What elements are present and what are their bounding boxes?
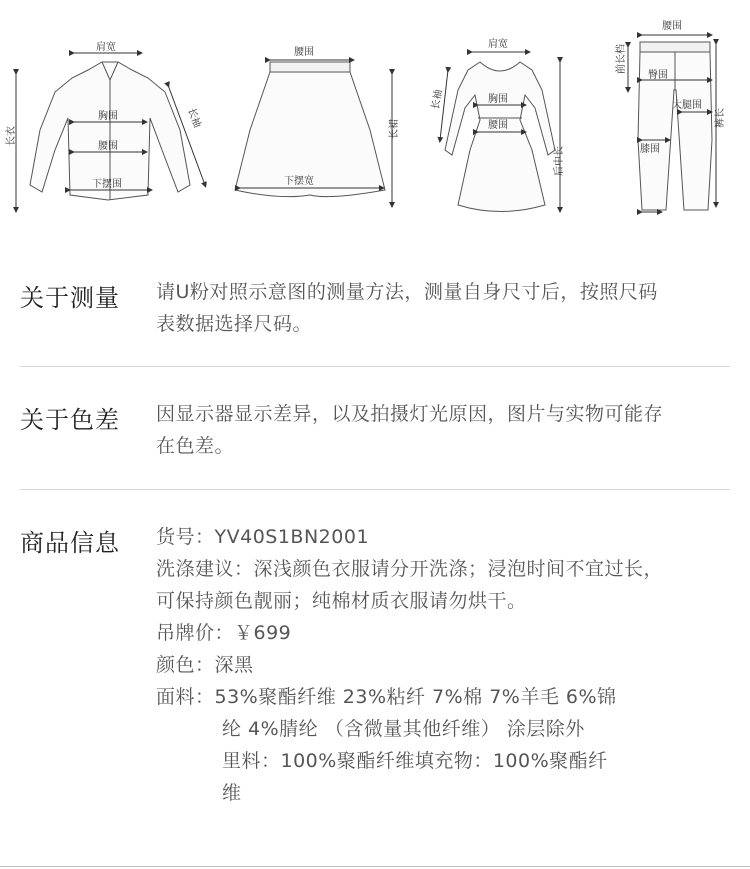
shirt-shoulder-label: 肩宽: [96, 42, 116, 53]
product-code: 货号：YV40S1BN2001: [156, 526, 370, 548]
pants-waist-label: 腰围: [662, 21, 682, 32]
section-color-line-2: 在色差。: [156, 435, 235, 457]
product-color: 颜色：深黑: [156, 654, 254, 676]
section-product-title: 商品信息: [20, 529, 120, 557]
shirt-chest-label: 胸围: [98, 111, 118, 122]
section-product-body: [156, 521, 736, 809]
divider: [20, 366, 730, 367]
dress-illustration: [445, 62, 555, 212]
shirt-waist-label: 腰围: [98, 141, 118, 152]
measurement-diagram-svg: [0, 0, 750, 230]
shirt-length-label: 长衣: [6, 126, 17, 146]
product-wash-line-2: 可保持颜色靓丽；纯棉材质衣服请勿烘干。: [156, 590, 527, 612]
pants-hip-label: 臀围: [648, 70, 668, 81]
product-fabric-line-2: 纶 4%腈纶 （含微量其他纤维） 涂层除外: [222, 718, 585, 740]
pants-knee-label: 膝围: [640, 144, 660, 155]
section-color-body: [156, 398, 736, 462]
dress-waist-label: 腰围: [488, 120, 508, 131]
pants-length-label: 裤长: [715, 108, 726, 128]
product-lining-line-1: 里料：100%聚酯纤维填充物：100%聚酯纤: [222, 750, 608, 772]
product-lining-line-2: 维: [222, 782, 242, 804]
section-measure-body: [156, 276, 736, 340]
dress-length-label: 后中长: [554, 146, 565, 176]
product-wash-line-1: 洗涤建议：深浅颜色衣服请分开洗涤；浸泡时间不宜过长，: [156, 558, 664, 580]
pants-thigh-label: 大腿围: [672, 100, 702, 111]
section-color-line-1: 因显示器显示差异，以及拍摄灯光原因，图片与实物可能存: [156, 403, 664, 425]
shirt-sleeve-label: 长袖: [185, 106, 203, 130]
dress-shoulder-label: 肩宽: [488, 39, 508, 50]
shirt-hem-label: 下摆围: [92, 179, 122, 190]
product-fabric-line-1: 面料：53%聚酯纤维 23%粘纤 7%棉 7%羊毛 6%锦: [156, 686, 617, 708]
section-color-title: 关于色差: [20, 406, 120, 434]
section-measure-line-1: 请U粉对照示意图的测量方法，测量自身尺寸后，按照尺码: [156, 281, 658, 303]
pants-front-rise-label: 前长档: [616, 44, 627, 74]
skirt-waist-label: 腰围: [294, 47, 314, 58]
measurement-diagrams: [0, 0, 750, 230]
skirt-length-label: 长裙: [389, 119, 400, 139]
product-price: 吊牌价：￥699: [156, 622, 292, 644]
skirt-hem-label: 下摆宽: [284, 176, 314, 187]
dress-sleeve-label: 长袖: [430, 88, 445, 111]
dress-chest-label: 胸围: [488, 94, 508, 105]
divider: [20, 489, 730, 490]
section-measure-line-2: 表数据选择尺码。: [156, 313, 313, 335]
bottom-divider: [0, 866, 750, 867]
section-measure-title: 关于测量: [20, 284, 120, 312]
pants-illustration: [638, 42, 712, 210]
